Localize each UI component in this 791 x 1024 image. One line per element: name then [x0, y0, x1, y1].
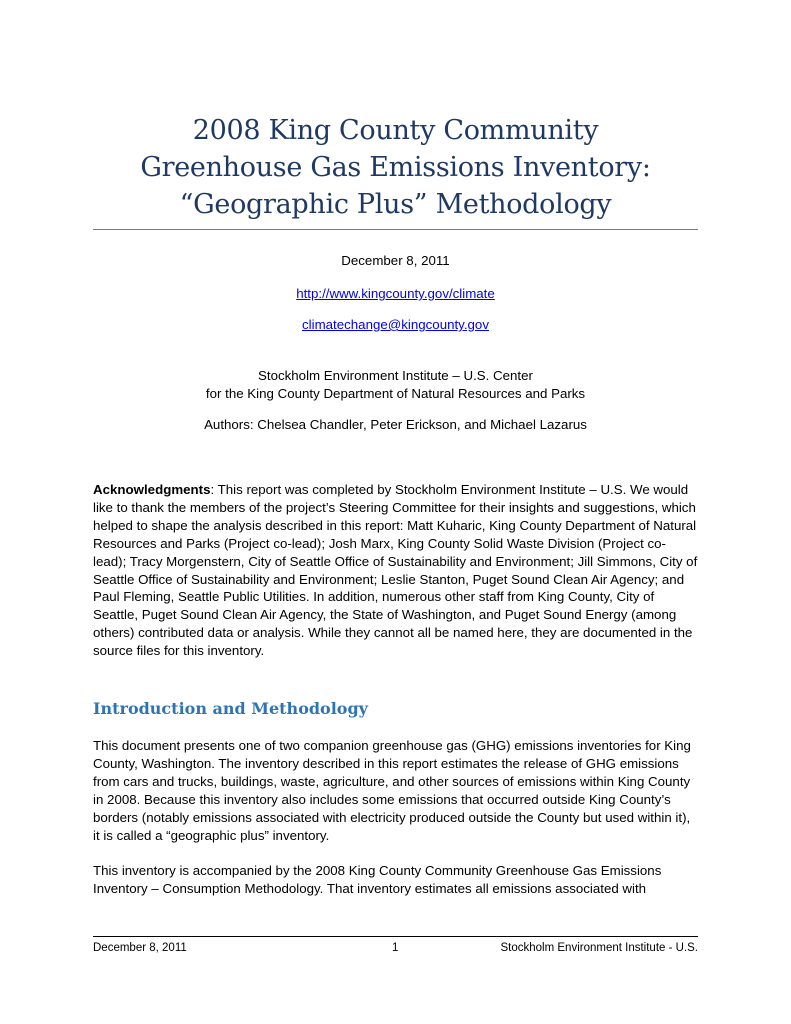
acknowledgments-paragraph	[93, 481, 698, 660]
title-line-1: 2008 King County Community	[192, 115, 599, 146]
page-number: 1	[392, 942, 399, 954]
acknowledgments-text: : This report was completed by Stockholm Environment Institute – U.S. We would like to thank the members of the project’s Steering Committee for their insights and suggestions, which helped to shape the analysis described in this report: Matt Kuharic, King County Department of Natural Resources and Parks (Project co-lead); Josh Marx, King County Solid Waste Division (Project co-lead); Tracy Morgenstern, City of Seattle Office of Sustainability and Environment; Jill Simmons, City of Seattle Office of Sustainability and Environment; Leslie Stanton, Puget Sound Clean Air Agency; and Paul Fleming, Seattle Public Utilities. In addition, numerous other staff from King County, City of Seattle, Puget Sound Clean Air Agency, the State of Washington, and Puget Sound Energy (among others) contributed data or analysis. While they cannot all be named here, they are documented in the source files for this inventory.	[93, 482, 698, 659]
climate-url-link[interactable]: http://www.kingcounty.gov/climate	[296, 286, 495, 301]
title-line-3: “Geographic Plus” Methodology	[179, 189, 612, 220]
title-line-2: Greenhouse Gas Emissions Inventory:	[140, 152, 651, 183]
footer-divider	[93, 936, 698, 937]
acknowledgments-label: Acknowledgments	[93, 482, 211, 497]
authors: Authors: Chelsea Chandler, Peter Erickson, and Michael Lazarus	[204, 417, 587, 432]
section-heading: Introduction and Methodology	[93, 699, 368, 718]
intro-paragraph-1: This document presents one of two companion greenhouse gas (GHG) emissions inventories for King County, Washington. The inventory described in this report estimates the release of GHG emissions from cars and trucks, buildings, waste, agriculture, and other sources of emissions within King County in 2008. Because this inventory also includes some emissions that occurred outside King County’s borders (notably emissions associated with electricity produced outside the County but used within it), it is called a “geographic plus” inventory.	[93, 738, 691, 843]
footer-organization: Stockholm Environment Institute - U.S.	[500, 942, 698, 954]
intro-paragraph-2: This inventory is accompanied by the 2008 King County Community Greenhouse Gas Emissions Inventory – Consumption Methodology. That inventory estimates all emissions associated with	[93, 863, 662, 896]
title-divider	[93, 229, 698, 230]
org-line-2: for the King County Department of Natural Resources and Parks	[205, 386, 586, 401]
report-date: December 8, 2011	[341, 253, 450, 268]
footer-date: December 8, 2011	[93, 942, 187, 954]
email-container	[93, 316, 698, 334]
document-title	[93, 112, 698, 223]
climate-url-container	[93, 285, 698, 303]
org-line-1: Stockholm Environment Institute – U.S. Center	[258, 368, 533, 383]
email-link[interactable]: climatechange@kingcounty.gov	[302, 317, 489, 332]
